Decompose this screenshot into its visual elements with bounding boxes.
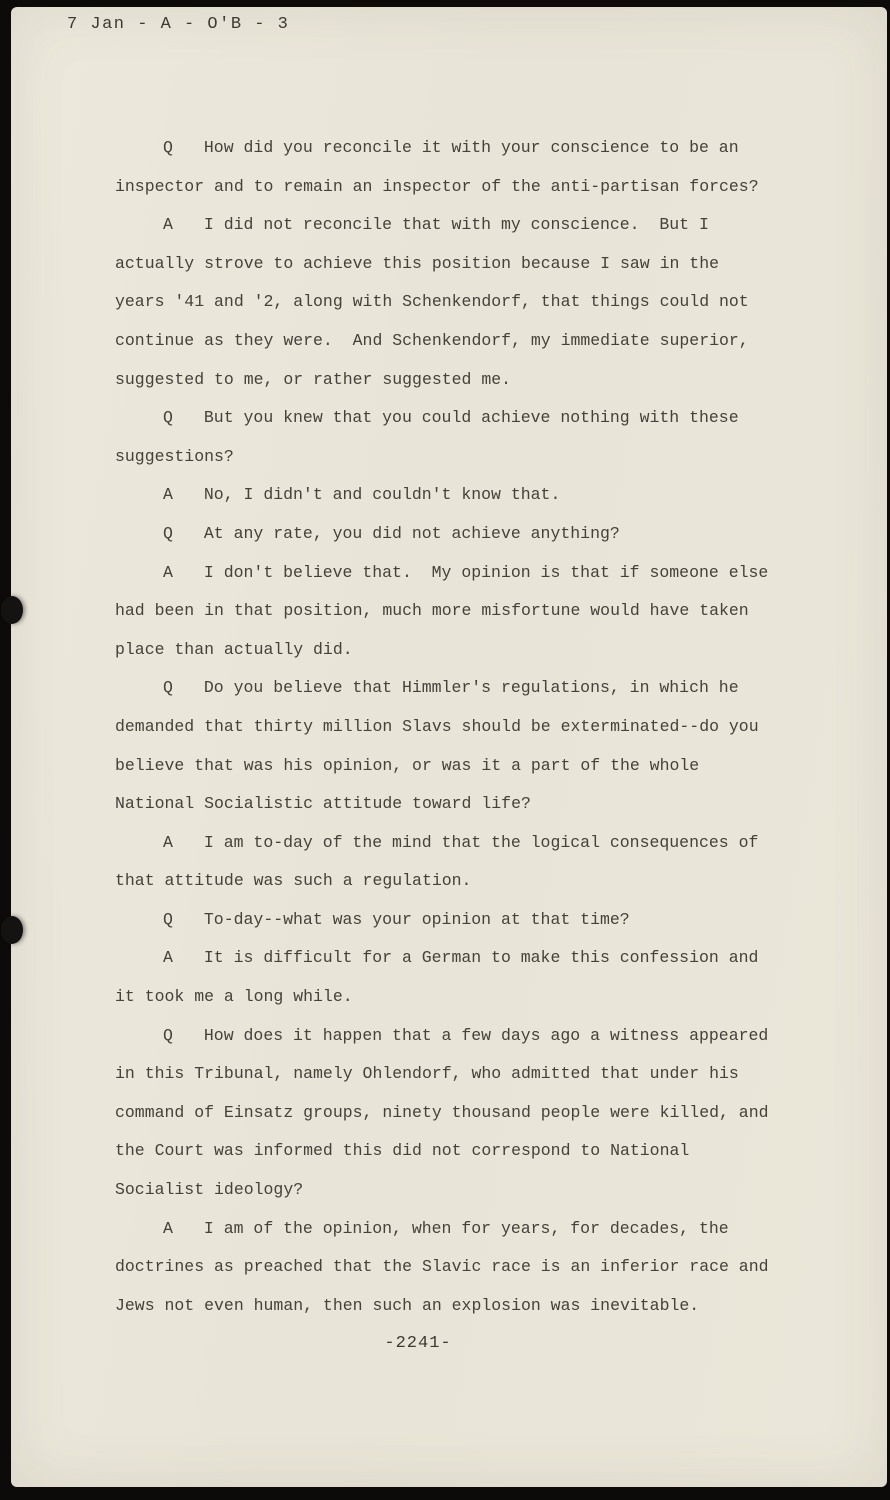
document-page: [11, 7, 887, 1487]
paragraph-text: To-day--what was your opinion at that time?: [203, 909, 630, 929]
speaker-label: A: [163, 215, 173, 235]
page-number: -2241-: [384, 1334, 452, 1354]
qa-paragraph: [115, 399, 773, 476]
paragraph-text: But you knew that you could achieve nothing with these suggestions?: [115, 408, 749, 466]
speaker-label: A: [163, 485, 173, 505]
speaker-label: A: [163, 948, 173, 968]
paragraph-text: No, I didn't and couldn't know that.: [203, 485, 561, 505]
qa-paragraph: [115, 206, 773, 399]
speaker-label: Q: [163, 678, 173, 698]
paragraph-text: At any rate, you did not achieve anything?: [203, 523, 620, 543]
qa-paragraph: [115, 476, 773, 515]
paragraph-text: I am to-day of the mind that the logical consequences of that attitude was such a regulation.: [115, 832, 769, 891]
speaker-label: A: [163, 562, 173, 582]
hole-punch-icon: [1, 916, 23, 944]
qa-paragraph: [115, 901, 773, 940]
qa-paragraph: [115, 1017, 779, 1210]
qa-paragraph: [115, 515, 773, 554]
speaker-label: Q: [163, 909, 173, 929]
speaker-label: A: [163, 832, 173, 852]
paragraph-text: I don't believe that. My opinion is that if someone else had been in that position, much more misfortune would have taken place than actually did.: [115, 562, 779, 659]
paragraph-text: I did not reconcile that with my conscience. But I actually strove to achieve this position because I saw in the years '41 and '2, along with Schenkendorf, that things could not continue as they were. And Schenkendorf, my immediate superior, suggested to me, or rather suggested me.: [115, 215, 759, 389]
page-header: 7 Jan - A - O'B - 3: [67, 15, 290, 34]
qa-paragraph: [115, 939, 773, 1016]
speaker-label: Q: [163, 408, 173, 428]
qa-paragraph: [115, 554, 779, 670]
paragraph-text: It is difficult for a German to make this confession and it took me a long while.: [115, 948, 769, 1007]
qa-paragraph: [115, 129, 773, 206]
qa-paragraph: [115, 824, 773, 901]
transcript-body: [115, 129, 779, 1364]
speaker-label: Q: [163, 138, 173, 157]
paragraph-text: How did you reconcile it with your conscience to be an inspector and to remain an inspector of the anti-partisan forces?: [115, 138, 759, 196]
paragraph-text: I am of the opinion, when for years, for decades, the doctrines as preached that the Slavic race is an inferior race and Jews not even human, then such an explosion was inevitable.: [115, 1218, 779, 1315]
hole-punch-icon: [1, 596, 23, 624]
speaker-label: Q: [163, 1025, 173, 1045]
paragraph-text: How does it happen that a few days ago a witness appeared in this Tribunal, namely Ohlendorf, who admitted that under his command of Einsatz groups, ninety thousand people were killed, and the Court was informed this did not correspond to National Socialist ideology?: [115, 1025, 779, 1200]
qa-paragraph: [115, 669, 773, 823]
speaker-label: Q: [163, 523, 173, 543]
qa-paragraph: [115, 1210, 779, 1326]
speaker-label: A: [163, 1218, 173, 1238]
paragraph-text: Do you believe that Himmler's regulations, in which he demanded that thirty million Slavs should be exterminated--do you believe that was his opinion, or was it a part of the whole National Socialistic attitude toward life?: [115, 678, 769, 814]
